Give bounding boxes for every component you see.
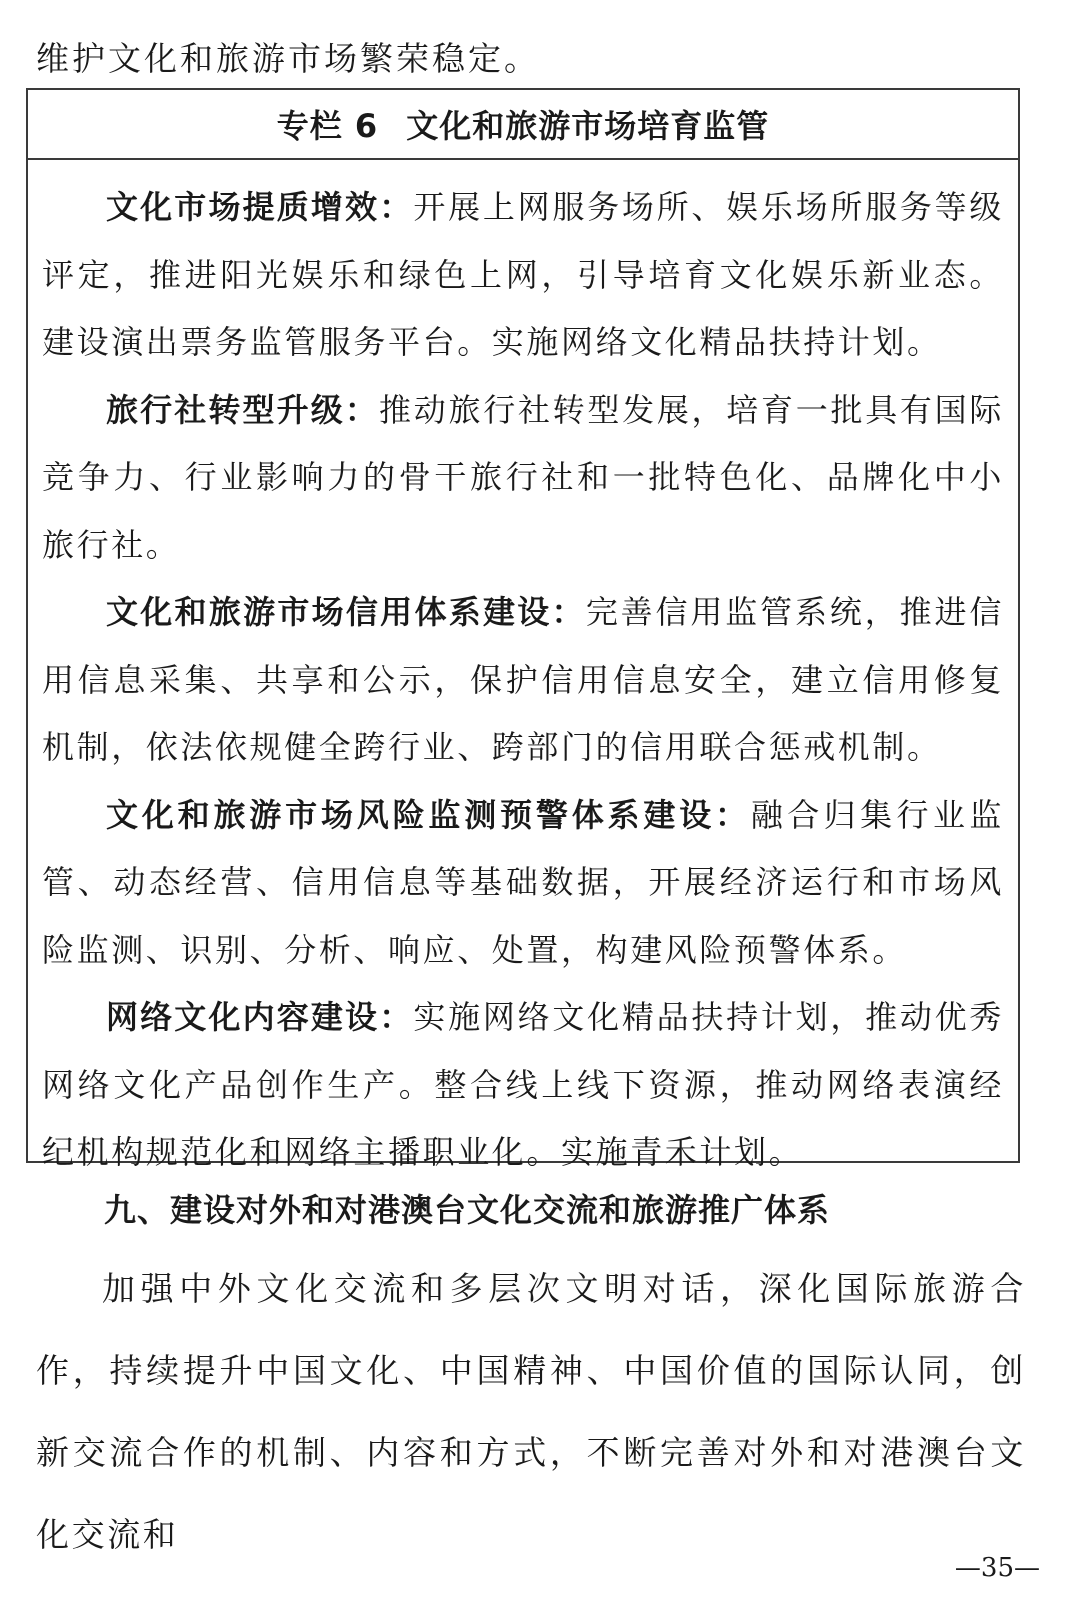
feature-item	[42, 579, 1004, 782]
page-number: —35—	[954, 1553, 1040, 1583]
feature-item	[42, 984, 1004, 1187]
feature-item-text: 完善信用监管系统，推进信用信息采集、共享和公示，保护信用信息安全，建立信用修复机制，依法依规健全跨行业、跨部门的信用联合惩戒机制。	[42, 593, 1004, 766]
lead-line: 维护文化和旅游市场繁荣稳定。	[36, 39, 540, 78]
feature-item-text: 融合归集行业监管、动态经营、信用信息等基础数据，开展经济运行和市场风险监测、识别、分析、响应、处置，构建风险预警体系。	[42, 795, 1004, 969]
feature-box-title	[28, 90, 1018, 160]
section-heading: 九、建设对外和对港澳台文化交流和旅游推广体系	[104, 1191, 831, 1229]
feature-item-term: 旅行社转型升级：	[106, 390, 380, 429]
feature-item-term: 网络文化内容建设：	[106, 998, 414, 1036]
feature-box-body	[28, 160, 1018, 1187]
feature-item-term: 文化和旅游市场信用体系建设：	[106, 593, 586, 631]
body-paragraph: 加强中外文化交流和多层次文明对话，深化国际旅游合作，持续提升中国文化、中国精神、中国价值的国际认同，创新交流合作的机制、内容和方式，不断完善对外和对港澳台文化交流和	[36, 1269, 1026, 1554]
feature-item-text: 推动旅行社转型发展，培育一批具有国际竞争力、行业影响力的骨干旅行社和一批特色化、品牌化中小旅行社。	[42, 390, 1004, 564]
feature-item-term: 文化和旅游市场风险监测预警体系建设：	[106, 795, 751, 834]
feature-item-text: 实施网络文化精品扶持计划，推动优秀网络文化产品创作生产。整合线上线下资源，推动网络表演经纪机构规范化和网络主播职业化。实施青禾计划。	[42, 998, 1004, 1171]
feature-item	[42, 782, 1004, 985]
feature-box	[26, 88, 1020, 1171]
feature-item	[42, 377, 1004, 580]
feature-item	[42, 174, 1004, 377]
feature-box-heading: 文化和旅游市场培育监管	[406, 107, 770, 145]
feature-item-text: 开展上网服务场所、娱乐场所服务等级评定，推进阳光娱乐和绿色上网，引导培育文化娱乐新业态。建设演出票务监管服务平台。实施网络文化精品扶持计划。	[42, 188, 1004, 361]
feature-item-term: 文化市场提质增效：	[106, 188, 414, 226]
feature-box-label: 专栏 6	[276, 107, 379, 145]
